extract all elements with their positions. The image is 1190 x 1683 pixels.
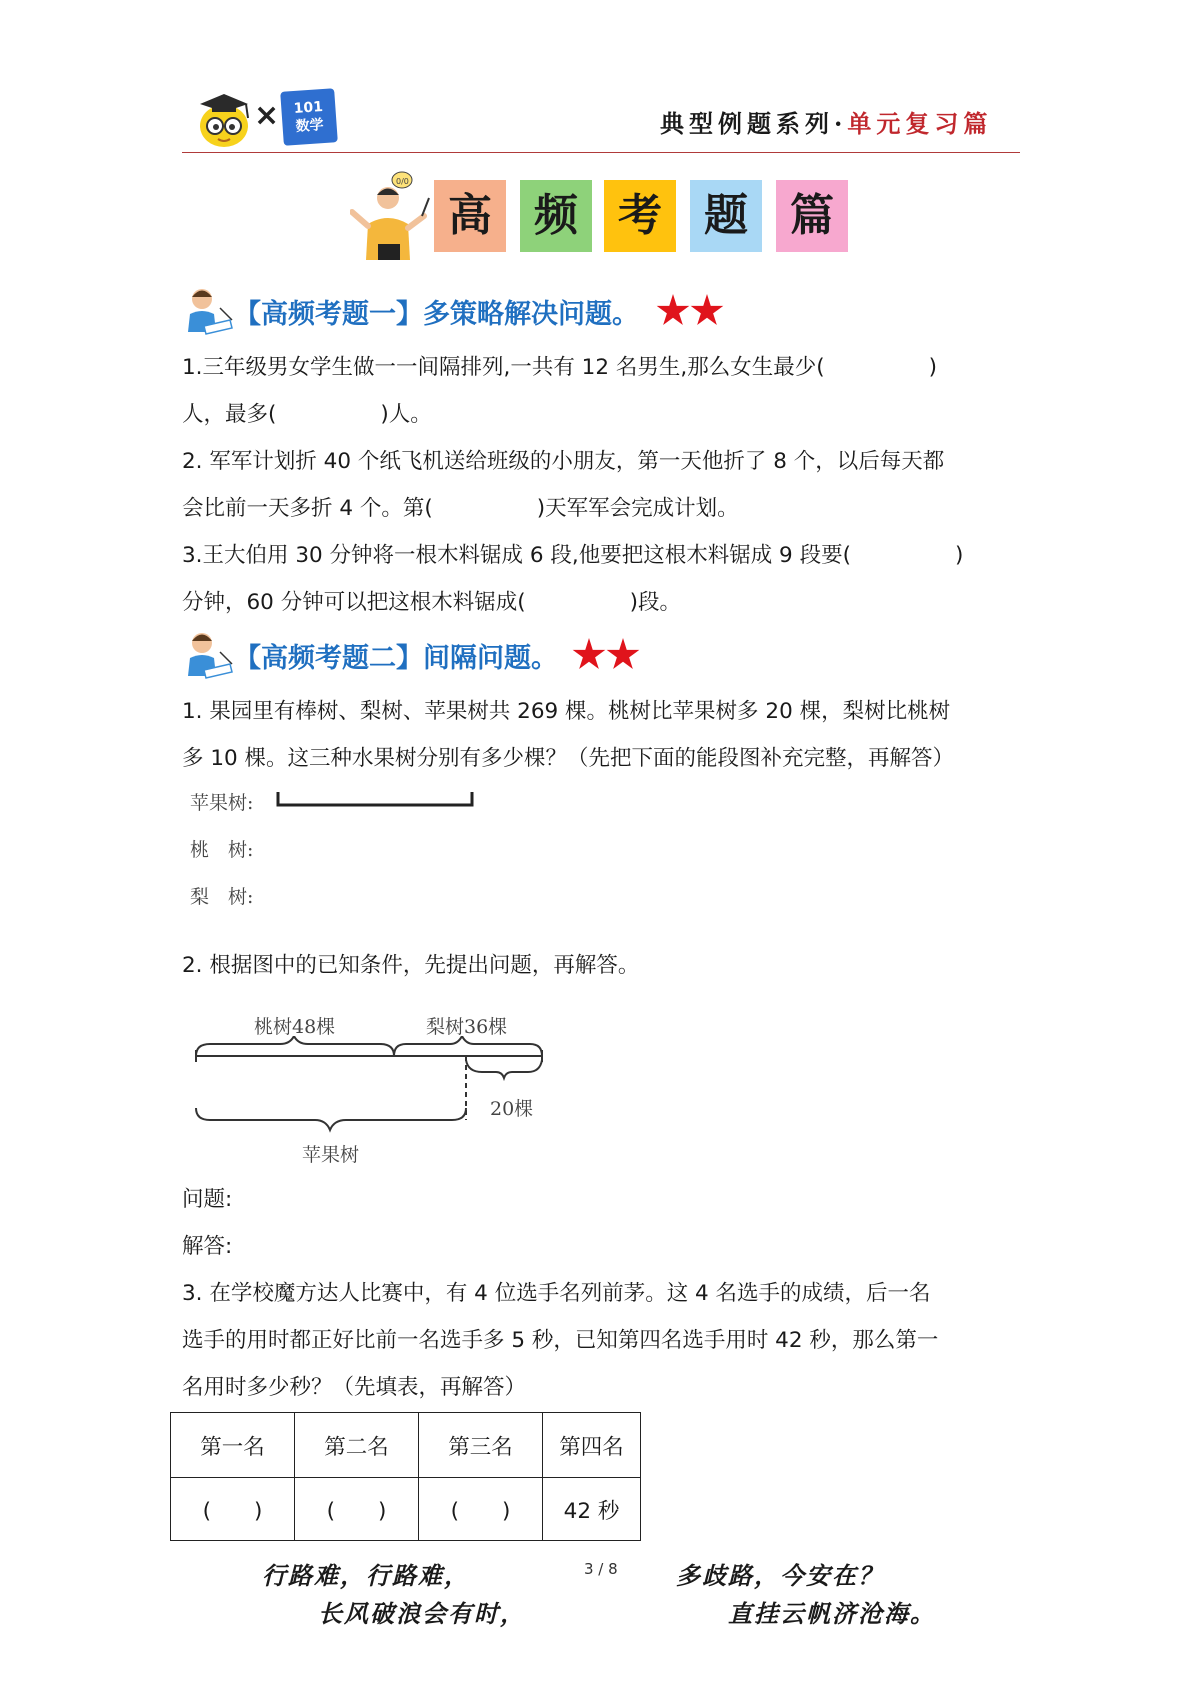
banner-char-3: 考 — [604, 180, 676, 252]
teacher-illustration-icon — [350, 168, 430, 260]
score-table — [170, 1412, 641, 1541]
s2-q1-line-1: 1. 果园里有棒树、梨树、苹果树共 269 棵。桃树比苹果树多 20 棵，梨树比桃树 — [182, 699, 951, 724]
page-number: 3 / 8 — [584, 1560, 618, 1578]
segment-label-apple: 苹果树: — [190, 792, 254, 814]
table-header-cell: 第四名 — [543, 1413, 641, 1478]
student-reading-icon — [184, 286, 234, 336]
diagram-label-diff: 20棵 — [490, 1098, 534, 1120]
s2-q3-line-2: 选手的用时都正好比前一名选手多 5 秒，已知第四名选手用时 42 秒，那么第一 — [182, 1328, 939, 1353]
s1-q1-paren-end: ) — [928, 355, 937, 380]
table-header-cell: 第二名 — [295, 1413, 419, 1478]
diagram-label-peach: 桃树48棵 — [254, 1016, 336, 1038]
s1-q2-line-1: 2. 军军计划折 40 个纸飞机送给班级的小朋友，第一天他折了 8 个，以后每天都 — [182, 449, 945, 474]
s1-q3-paren-end: ) — [954, 543, 964, 568]
s1-q1-line-1 — [182, 350, 937, 381]
table-row — [171, 1478, 641, 1541]
owl-logo-icon — [196, 88, 252, 148]
logo-separator: × — [254, 98, 280, 133]
series-title-sub: 单元复习篇 — [847, 109, 993, 138]
star-icon — [690, 294, 724, 328]
s2-q1-line-2: 多 10 棵。这三种水果树分别有多少棵？（先把下面的能段图补充完整，再解答） — [182, 746, 955, 771]
s1-q1-line-2 — [182, 397, 432, 428]
question-label: 问题: — [182, 1187, 233, 1212]
poem-line-1: 行路难，行路难， — [262, 1561, 470, 1590]
table-cell-blank[interactable]: ( ) — [295, 1478, 419, 1541]
s1-q2-cont: 会比前一天多折 4 个。第( — [182, 496, 433, 521]
s1-q3-cont: 分钟，60 分钟可以把这根木料锯成( — [182, 590, 526, 615]
tree-line-diagram — [190, 1036, 560, 1136]
logo-101-number: 101 — [293, 99, 324, 118]
star-icon — [656, 294, 690, 328]
banner-char-2: 频 — [520, 180, 592, 252]
section-1-title: 【高频考题一】多策略解决问题。 — [234, 299, 639, 330]
table-cell-blank[interactable]: ( ) — [419, 1478, 543, 1541]
s1-q3-line-1 — [182, 538, 963, 569]
s1-q1-end: )人。 — [380, 402, 432, 427]
banner-char-4: 题 — [690, 180, 762, 252]
answer-label: 解答: — [182, 1234, 233, 1259]
table-cell-blank[interactable]: ( ) — [171, 1478, 295, 1541]
poem-line-2: 多歧路，今安在？ — [676, 1561, 884, 1590]
segment-label-peach: 桃 树: — [190, 839, 254, 861]
s1-q3-end: )段。 — [629, 590, 681, 615]
logo-101-math — [280, 88, 338, 146]
series-title-main: 典型例题系列· — [660, 109, 848, 138]
table-header-cell: 第三名 — [419, 1413, 543, 1478]
table-cell-value: 42 秒 — [543, 1478, 641, 1541]
logo-101-text: 数学 — [295, 117, 325, 135]
banner-char-5: 篇 — [776, 180, 848, 252]
s2-q3-line-1: 3. 在学校魔方达人比赛中，有 4 位选手名列前茅。这 4 名选手的成绩，后一名 — [182, 1281, 931, 1306]
star-icon — [606, 638, 640, 672]
header-divider — [182, 152, 1020, 153]
table-header-row — [171, 1413, 641, 1478]
apple-segment-bar — [276, 790, 476, 810]
s2-q3-line-3: 名用时多少秒？（先填表，再解答） — [182, 1375, 527, 1400]
s1-q1-text: 1.三年级男女学生做一一间隔排列,一共有 12 名男生,那么女生最少( — [182, 355, 825, 380]
diagram-label-pear: 梨树36棵 — [426, 1016, 508, 1038]
s1-q3-text: 3.王大伯用 30 分钟将一根木料锯成 6 段,他要把这根木料锯成 9 段要( — [182, 543, 851, 568]
segment-label-pear: 梨 树: — [190, 886, 254, 908]
star-icon — [572, 638, 606, 672]
student-reading-icon — [184, 630, 234, 680]
diagram-label-apple: 苹果树 — [302, 1144, 360, 1166]
s2-q2-line: 2. 根据图中的已知条件，先提出问题，再解答。 — [182, 953, 640, 978]
poem-line-3: 长风破浪会有时， — [318, 1599, 526, 1628]
poem-line-4: 直挂云帆济沧海。 — [728, 1599, 936, 1628]
table-header-cell: 第一名 — [171, 1413, 295, 1478]
s1-q3-line-2 — [182, 585, 681, 616]
s1-q2-end: )天军军会完成计划。 — [536, 496, 739, 521]
series-title — [660, 104, 992, 139]
banner-char-1: 高 — [434, 180, 506, 252]
s1-q2-line-2 — [182, 491, 739, 522]
s1-q1-cont: 人，最多( — [182, 402, 277, 427]
svg-text:0/0: 0/0 — [396, 177, 409, 186]
section-2-title: 【高频考题二】间隔问题。 — [234, 643, 558, 674]
